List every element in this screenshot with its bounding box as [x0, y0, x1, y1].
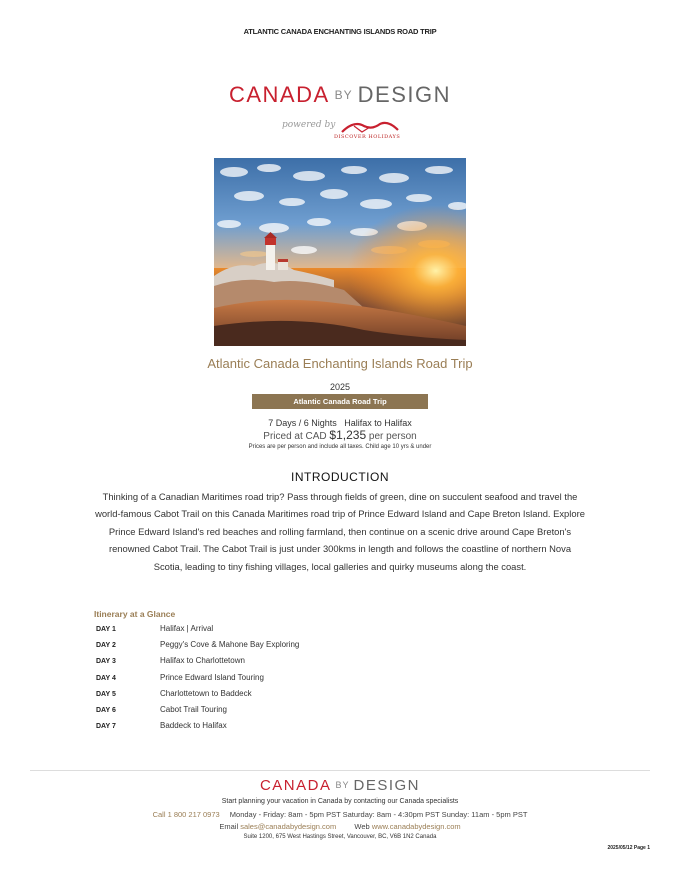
itinerary-day-title: Halifax to Charlottetown	[160, 656, 245, 666]
trip-duration-line	[0, 418, 680, 428]
itinerary-row	[96, 656, 496, 672]
footer-divider	[30, 770, 650, 771]
itinerary-heading: Itinerary at a Glance	[94, 609, 176, 619]
footer-email-link[interactable]: sales@canadabydesign.com	[240, 822, 337, 831]
itinerary-list	[96, 624, 496, 737]
itinerary-row	[96, 624, 496, 640]
footer-hours: Monday - Friday: 8am - 5pm PST Saturday: 8am - 4:30pm PST Sunday: 11am - 5pm PST	[229, 810, 528, 819]
trip-duration: 7 Days / 6 Nights	[268, 418, 337, 428]
hero-lighthouse-image	[214, 158, 466, 346]
trip-title: Atlantic Canada Enchanting Islands Road Trip	[207, 356, 473, 371]
footer-brand-logo	[0, 777, 680, 794]
itinerary-day: DAY 5	[96, 690, 116, 698]
itinerary-day: DAY 6	[96, 706, 116, 714]
trip-category-banner: Atlantic Canada Road Trip	[252, 394, 428, 409]
footer-contact-line	[0, 810, 680, 819]
brand-logo	[0, 82, 680, 108]
trip-year: 2025	[329, 382, 351, 392]
powered-by-logo	[282, 118, 402, 144]
footer-web-label: Web	[354, 822, 370, 831]
footer-brand-by: BY	[335, 780, 350, 790]
footer-tagline: Start planning your vacation in Canada by contacting our Canada specialists	[221, 798, 459, 805]
itinerary-row	[96, 640, 496, 656]
footer-phone-link[interactable]: Call 1 800 217 0973	[152, 810, 220, 819]
itinerary-row	[96, 689, 496, 705]
itinerary-day-title: Halifax | Arrival	[160, 624, 214, 633]
price-note: Prices are per person and include all taxes. Child age 10 yrs & under	[248, 444, 432, 450]
introduction-body: Thinking of a Canadian Maritimes road trip? Pass through fields of green, dine on succulent seafood and travel the world-famous Cabot Trail on this Canada Maritimes road trip of Prince Edward Island and Cape Breton Island. Explore Prince Edward Island's red beaches and rolling farmland, then continue on a scenic drive around Cape Breton's renowned Cabot Trail. The Cabot Trail is just under 300kms in length and follows the coastline of northern Nova Scotia, leading to tiny fishing villages, local galleries and quirky museums along the coast.	[95, 491, 585, 572]
page-number: 2025/05/12 Page 1	[607, 845, 650, 851]
price-prefix: Priced at CAD	[263, 431, 327, 442]
brand-canada: CANADA	[228, 82, 330, 107]
brand-design: DESIGN	[357, 82, 452, 107]
partner-name: DISCOVER HOLIDAYS	[334, 134, 401, 140]
footer-web-link[interactable]: www.canadabydesign.com	[371, 822, 461, 831]
itinerary-day-title: Cabot Trail Touring	[160, 704, 227, 714]
itinerary-row	[96, 673, 496, 689]
price-amount: $1,235	[329, 428, 367, 442]
footer-email-label: Email	[219, 822, 239, 831]
footer-brand-design: DESIGN	[353, 777, 421, 794]
itinerary-day: DAY 1	[96, 626, 116, 633]
trip-route: Halifax to Halifax	[344, 418, 412, 428]
trip-price-line	[0, 428, 680, 442]
itinerary-day-title: Charlottetown to Baddeck	[160, 688, 252, 698]
itinerary-day: DAY 4	[96, 674, 116, 682]
running-header-title: ATLANTIC CANADA ENCHANTING ISLANDS ROAD TRIP	[243, 27, 437, 36]
footer-email-web-line	[0, 822, 680, 831]
footer-brand-canada: CANADA	[259, 777, 332, 794]
itinerary-day-title: Prince Edward Island Touring	[160, 672, 264, 682]
itinerary-day-title: Baddeck to Halifax	[160, 721, 227, 731]
introduction-heading: INTRODUCTION	[291, 470, 389, 484]
brand-by: BY	[334, 88, 353, 102]
itinerary-day: DAY 3	[96, 658, 116, 666]
footer-address: Suite 1200, 675 West Hastings Street, Vancouver, BC, V6B 1N2 Canada	[243, 834, 437, 840]
powered-by-text: powered by	[282, 120, 336, 130]
itinerary-row	[96, 721, 496, 737]
itinerary-day: DAY 2	[96, 642, 116, 650]
price-suffix: per person	[368, 431, 417, 442]
itinerary-row	[96, 705, 496, 721]
itinerary-day-title: Peggy's Cove & Mahone Bay Exploring	[160, 640, 300, 650]
itinerary-day: DAY 7	[96, 723, 116, 731]
